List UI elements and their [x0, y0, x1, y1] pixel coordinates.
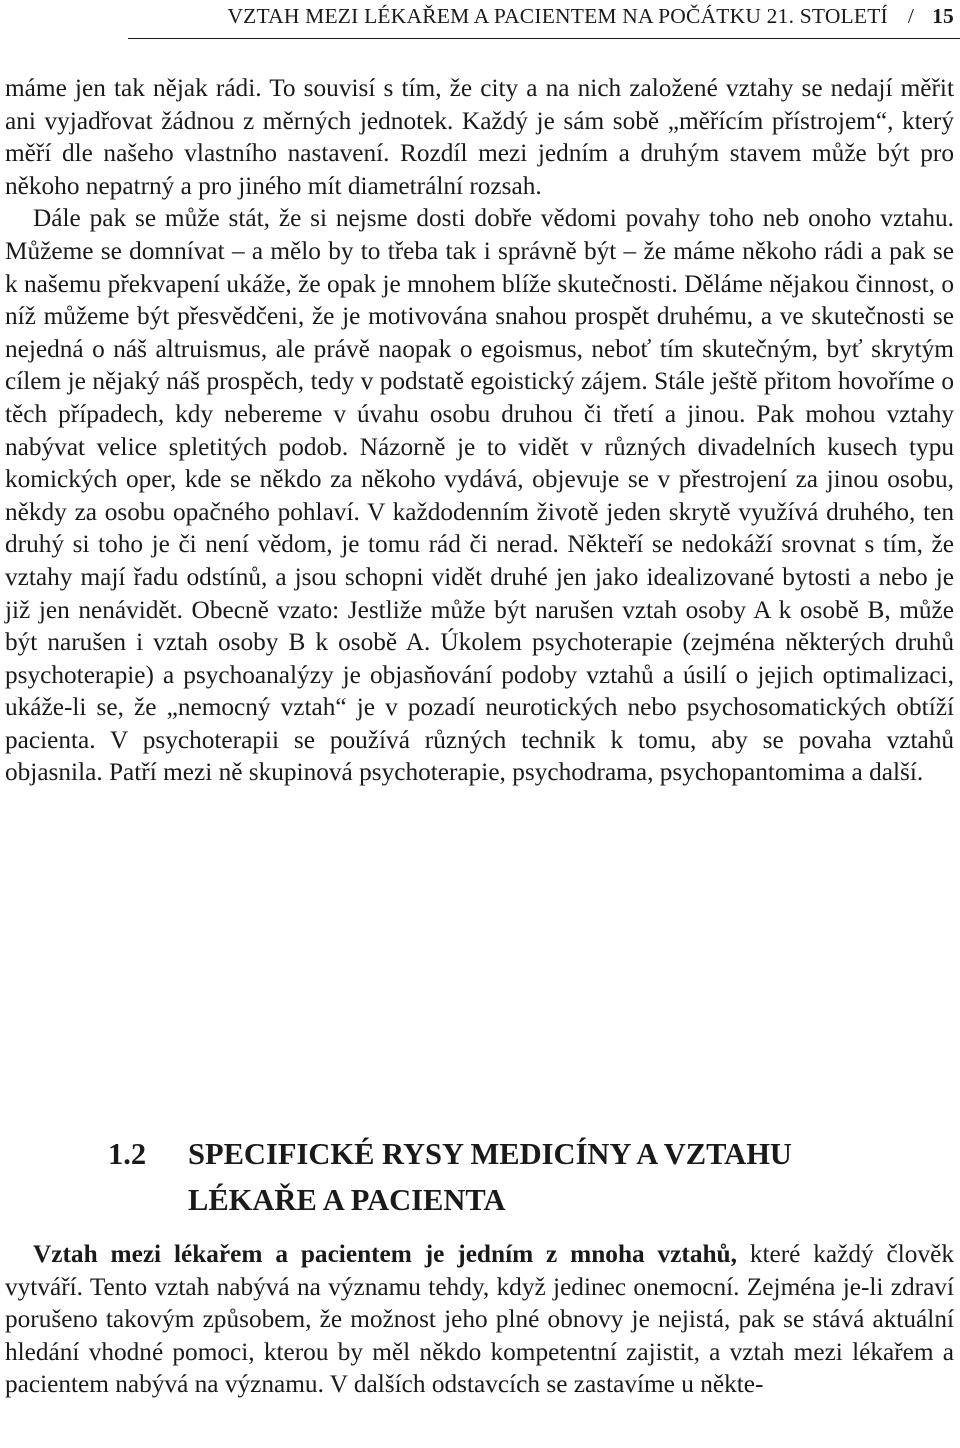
- paragraph-continued: máme jen tak nějak rádi. To souvisí s tím, že city a na nich založené vztahy se nedají měřit ani vyjadřovat žádnou z měrných jednotek. Každý je sám sobě „měřícím přístrojem“, který měří dle našeho vlastního nastavení. Rozdíl mezi jedním a druhým stavem může být pro někoho nepatrný a pro jiného mít diametrální rozsah.: [5, 74, 954, 200]
- section-title: [188, 1131, 960, 1223]
- section-number: 1.2: [108, 1137, 147, 1171]
- section-paragraph: [5, 1238, 954, 1401]
- body-text-top: [5, 72, 954, 789]
- section-title-line-1: SPECIFICKÉ RYSY MEDICÍNY A VZTAHU: [188, 1137, 792, 1171]
- page-number: 15: [932, 4, 954, 28]
- body-text-section: [5, 1238, 954, 1401]
- header-separator: /: [907, 4, 915, 28]
- section-title-line-2: LÉKAŘE A PACIENTA: [188, 1183, 506, 1217]
- header-rule: [128, 38, 960, 39]
- paragraph: Dále pak se může stát, že si nejsme dosti dobře vědomi povahy toho neb onoho vztahu. Můžeme se domnívat – a mělo by to třeba tak i správně být – že máme někoho rádi a pak se k našemu překvapení ukáže, že opak je mnohem blíže skutečnosti. Děláme nějakou činnost, o níž můžeme být přesvědčeni, že je motivována snahou prospět druhému, a ve skutečnosti se nejedná o náš altruismus, ale právě naopak o egoismus, neboť tím skutečným, byť skrytým cílem je nějaký náš prospěch, tedy v podstatě egoistický zájem. Stále ještě přitom hovoříme o těch případech, kdy nebereme v úvahu osobu druhou či třetí a jinou. Pak mohou vztahy nabývat velice spletitých podob. Názorně je to vidět v různých divadelních kusech typu komických oper, kde se někdo za někoho vydává, objevuje se v přestrojení za jinou osobu, někdy za osobu opačného pohlaví. V každodenním životě jeden skrytě využívá druhého, ten druhý si toho je či není vědom, je tomu rád či nerad. Někteří se nedokáží srovnat s tím, že vztahy mají řadu odstínů, a jsou schopni vidět druhé jen jako idealizované bytosti a nebo je již jen nenávidět. Obecně vzato: Jestliže může být narušen vztah osoby A k osobě B, může být narušen i vztah osoby B k osobě A. Úkolem psychoterapie (zejména některých druhů psychoterapie) a psychoanalýzy je objasňování podoby vztahů a úsilí o jejich optimalizaci, ukáže-li se, že „nemocný vztah“ je v pozadí neurotických nebo psychosomatických obtíží pacienta. V psychoterapii se používá různých technik k tomu, aby se povaha vztahů objasnila. Patří mezi ně skupinová psychoterapie, psychodrama, psychopantomima a další.: [5, 204, 954, 787]
- section-paragraph-text: které každý člověk vytváří. Tento vztah nabývá na významu tehdy, když jedinec onemocní. Zejména je-li zdraví porušeno takovým způsobem, že možnost jeho plné obnovy je nejistá, pak se stává aktuální hledání vhodné pomoci, kterou by měl někdo kompetentní zajistit, a vztah mezi lékařem a pacientem nabývá na významu. V dalších odstavcích se zastavíme u někte-: [5, 1240, 954, 1399]
- running-header: [227, 4, 954, 29]
- bold-lead-sentence: Vztah mezi lékařem a pacientem je jedním z mnoha vztahů,: [33, 1240, 737, 1268]
- running-title: VZTAH MEZI LÉKAŘEM A PACIENTEM NA POČÁTKU 21. STOLETÍ: [227, 4, 888, 28]
